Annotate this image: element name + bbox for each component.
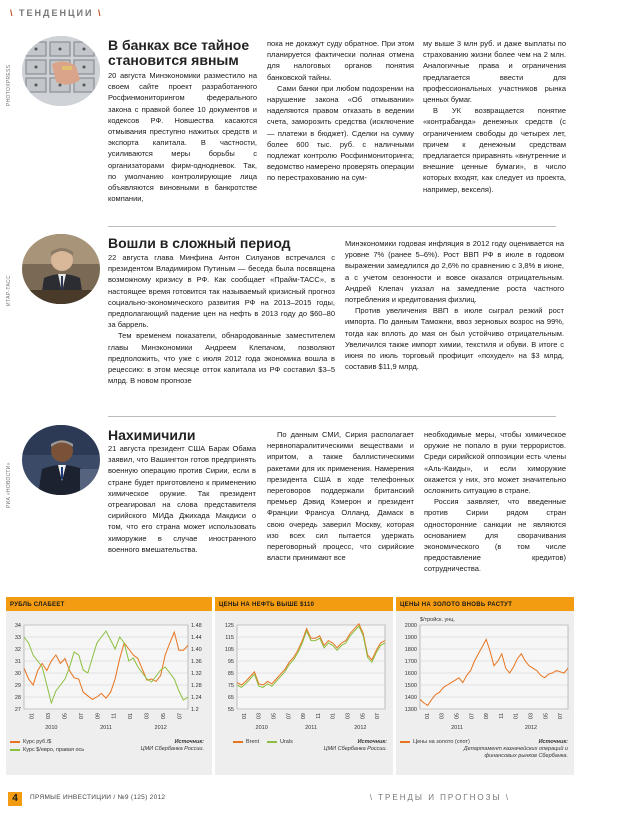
y-tick-label: 105 — [224, 647, 234, 653]
x-tick-label: 05 — [454, 713, 461, 720]
x-year-label: 2012 — [154, 725, 167, 731]
paragraph: Тем временем показатели, обнародованные заместителем главы Минэкономики Андреем Клепачом, позволяют предположить, что уже с июля 2012 года экономика вошла в рецессию: в этом месяце отток капитала из РФ составил $3–5 млрд. В новом прогнозе — [108, 331, 335, 386]
y-tick-label: 1300 — [404, 707, 417, 713]
source-label: Источник: — [174, 739, 204, 745]
paragraph: 21 августа президент США Барак Обама заявил, что Вашингтон готов предпринять военную операцию против Сирии, если в стране будет приготовлено к применению химическое оружие. Так президент отреагировал на слова представителя сирийского МИДа Джихада Макдиси о том, что его страна может использовать химоружие в случае иностранного военного вмешательства. — [108, 444, 256, 554]
paragraph: му выше 3 млн руб. и даже выплаты по страхованию жизни более чем на 2 млн. Аналогичные права и ограничения предлагается ввести для профессиональных участников рынка ценных бумаг. — [423, 39, 566, 105]
x-tick-label: 03 — [144, 713, 151, 720]
y-tick-label: 55 — [227, 707, 234, 713]
x-tick-label: 01 — [330, 713, 337, 720]
x-tick-label: 05 — [543, 713, 550, 720]
article-column-1 — [108, 443, 256, 555]
x-tick-label: 09 — [301, 713, 308, 720]
legend-item — [233, 739, 259, 745]
divider — [108, 226, 556, 227]
chart-title: ЦЕНЫ НА НЕФТЬ ВЫШЕ $110 — [219, 602, 315, 608]
paragraph: 22 августа глава Минфина Антон Силуанов встречался с президентом Владимиром Путиным — беседа была посвящена возможному кризису в РФ. Как сообщает «Прайм-ТАСС», в настоящее время готовится так называемый кризисный прогноз социально-экономического развития РФ на 2013–2015 годы, предполагающий падение цен на нефть в 2013 году до $60–80 за баррель. — [108, 253, 335, 330]
obama-photo — [22, 425, 100, 495]
x-tick-label: 05 — [62, 713, 69, 720]
y-tick-label: 2000 — [404, 623, 417, 629]
safe-deposit-photo — [22, 36, 100, 106]
x-tick-label: 03 — [439, 713, 446, 720]
y-tick-label: 65 — [227, 695, 234, 701]
chart-source — [94, 739, 204, 753]
legend-item — [10, 739, 51, 745]
y-tick-label: 115 — [225, 635, 234, 641]
x-tick-label: 05 — [271, 713, 278, 720]
article-headline: В банках все тайное становится явным — [108, 37, 250, 68]
y-tick-label: 30 — [14, 671, 21, 677]
article-column-3 — [424, 429, 566, 575]
x-tick-label: 07 — [375, 713, 382, 720]
y-tick-label: 1900 — [404, 635, 417, 641]
photo-credit: PHOTOXPRESS — [6, 64, 12, 106]
x-year-label: 2010 — [45, 725, 58, 731]
y-tick-label: 85 — [227, 671, 234, 677]
x-year-label: 2012 — [524, 725, 538, 731]
photo-credit: ИТАР-ТАСС — [6, 275, 12, 306]
x-tick-label: 07 — [558, 713, 565, 720]
x-tick-label: 03 — [345, 713, 352, 720]
x-tick-label: 01 — [241, 713, 248, 720]
y-tick-label: 32 — [14, 647, 21, 653]
x-tick-label: 03 — [46, 713, 53, 720]
chart-plot — [396, 613, 574, 739]
x-tick-label: 11 — [111, 713, 118, 719]
plot-area — [420, 625, 568, 709]
paragraph: Минэкономики годовая инфляция в 2012 году оценивается на уровне 7% (ранее 5–6%). Рост ВВП РФ в июле в годовом выражении замедлился до 2,6% по сравнению с 3,8% в июне, а с учетом сезонности и вовсе оказался отрицательным. Андрей Клепач указал на замедление роста частного потребления и кредитования физлиц. — [345, 239, 564, 305]
rubric-label: \ ТРЕНДЫ И ПРОГНОЗЫ \ — [369, 793, 510, 802]
page-number: 4 — [8, 792, 22, 806]
article-headline: Вошли в сложный период — [108, 235, 291, 251]
paragraph: Россия заявляет, что введенные против Сирии рядом стран односторонние санкции не являются основанием для сворачивания экономического (в том числе предоставление кредитов) сотрудничества. — [424, 497, 566, 574]
siluanov-putin-photo — [22, 234, 100, 304]
chart-oil — [215, 597, 393, 775]
source-text: ЦМИ Сбербанка России. — [140, 746, 204, 752]
magazine-issue: ПРЯМЫЕ ИНВЕСТИЦИИ / №9 (125) 2012 — [30, 794, 166, 801]
x-tick-label: 03 — [528, 713, 535, 720]
article-headline: Нахимичили — [108, 427, 196, 443]
legend-label: Курс $/евро, правая ось — [23, 747, 85, 753]
x-tick-label: 03 — [256, 713, 263, 720]
paragraph: По данным СМИ, Сирия располагает нервнопаралитическими веществами и ипритом, а также баллистическими ракетами для их применения. Намерения президента США в ходе телефонных переговоров поддержали британский премьер Дэвид Кэмерон и президент Франции Франсуа Олланд. Дамаск в свою очередь заверил Москву, которая изо всех сил пытается удержать переговорный процесс, что сирийские власти принимают все — [267, 430, 414, 563]
y-tick-label: 1600 — [404, 671, 417, 677]
chart-source — [438, 739, 568, 760]
y-tick-label: 28 — [14, 695, 21, 701]
chart-source — [287, 739, 387, 753]
x-year-label: 2011 — [100, 725, 112, 731]
y-tick-label: 1700 — [404, 659, 417, 665]
legend-item — [10, 747, 84, 753]
y-tick-label: 34 — [14, 623, 21, 629]
photo-credit: РИА «НОВОСТИ» — [6, 462, 12, 508]
legend-label: Urals — [280, 739, 293, 745]
article-column-2 — [267, 429, 414, 563]
section-slash-left: \ — [10, 8, 15, 18]
x-tick-label: 09 — [484, 713, 491, 720]
y-right-tick-label: 1.2 — [191, 707, 199, 713]
y-right-tick-label: 1.36 — [191, 659, 202, 665]
paragraph: Сами банки при любом подозрении на нарушение закона «Об отмывании» наделяются правом отказать в ведении счета, заморозить средства (исключение — платежи в бюджет). Сделки на сумму более 600 тыс. руб. с наличными подлежат контролю Росфинмониторинга; ведомство намерено проверять операции по перестрахованию на сум- — [267, 83, 414, 183]
x-tick-label: 07 — [177, 713, 184, 720]
article-column-2 — [267, 38, 414, 184]
y-right-tick-label: 1.48 — [191, 623, 202, 629]
legend-label: Цены на золото (спот) — [413, 739, 470, 745]
paragraph: Против увеличения ВВП в июле сыграл резкий рост импорта. По данным Таможни, ввоз зерновых возрос на 99%, тогда как вплоть до мая он был устойчиво отрицательным. Увеличился также импорт химии, текстиля и обуви. В итоге с июня по июль торговый профицит «похудел» на $3 млрд, составив $11,9 млрд. — [345, 306, 564, 372]
x-tick-label: 11 — [498, 713, 505, 719]
y-tick-label: 29 — [14, 683, 21, 689]
x-tick-label: 01 — [424, 713, 431, 720]
article-column-2 — [345, 238, 564, 372]
y-tick-label: 1400 — [404, 695, 417, 701]
section-tag — [10, 8, 103, 18]
x-tick-label: 01 — [128, 713, 135, 720]
y-tick-label: 95 — [227, 659, 234, 665]
article-column-3 — [423, 38, 566, 195]
chart-plot — [6, 613, 212, 739]
x-tick-label: 01 — [513, 713, 520, 720]
page-footer — [0, 790, 630, 810]
y-tick-label: 1800 — [404, 647, 417, 653]
x-tick-label: 01 — [29, 713, 36, 720]
y-tick-label: 27 — [14, 707, 21, 713]
paragraph: необходимые меры, чтобы химическое оружие не попало в руки террористов. Среди сирийской оппозиции есть члены «Аль-Каиды», и если химоружие окажется у них, это может значительно осложнить ситуацию в стране. — [424, 430, 566, 496]
chart-gold — [396, 597, 574, 775]
chart-plot — [215, 613, 393, 739]
x-tick-label: 05 — [160, 713, 167, 720]
x-year-label: 2011 — [305, 725, 317, 731]
x-tick-label: 07 — [469, 713, 476, 720]
y-tick-label: 31 — [14, 659, 21, 665]
y-tick-label: 1500 — [404, 683, 417, 689]
legend-label: Курс руб./$ — [23, 739, 52, 745]
paragraph: пока не докажут суду обратное. При этом планируется фактически полная отмена для налоговых органов понятия банковской тайны. — [267, 39, 414, 82]
paragraph: 20 августа Минэкономики разместило на своем сайте проект разработанного Росфинмониторингом федерального закона с правкой более 10 документов и кодексов РФ. Новшества касаются отмывания преступно нажитых средств и экспорта капитала. В частности, усиливаются меры борьбы с организаторами фирм-однодневок. Так, по умолчанию контролирующие лица объявляются виновными в банкротстве компании, — [108, 71, 257, 204]
y-tick-label: 125 — [224, 623, 234, 629]
x-tick-label: 09 — [95, 713, 102, 720]
y-right-tick-label: 1.24 — [191, 695, 202, 701]
y-right-tick-label: 1.32 — [191, 671, 202, 677]
y-right-tick-label: 1.40 — [191, 647, 202, 653]
divider — [108, 416, 556, 417]
x-year-label: 2010 — [255, 725, 268, 731]
x-tick-label: 11 — [315, 713, 322, 719]
y-tick-label: 75 — [227, 683, 234, 689]
section-slash-right: \ — [97, 8, 103, 18]
x-year-label: 2012 — [354, 725, 367, 731]
section-label: ТЕНДЕНЦИИ — [19, 8, 94, 18]
chart-title: ЦЕНЫ НА ЗОЛОТО ВНОВЬ РАСТУТ — [400, 602, 513, 608]
x-year-label: 2011 — [451, 725, 463, 731]
article-column-1 — [108, 70, 257, 204]
x-tick-label: 07 — [286, 713, 293, 720]
y-right-tick-label: 1.44 — [191, 635, 202, 641]
source-text: Департамент казначейских операций и финансовых рынков Сбербанка. — [463, 746, 568, 759]
y-axis-label: $/тройск. унц. — [420, 617, 455, 623]
legend-label: Brent — [246, 739, 260, 745]
source-label: Источник: — [357, 739, 387, 745]
x-tick-label: 05 — [360, 713, 367, 720]
y-tick-label: 33 — [14, 635, 21, 641]
y-right-tick-label: 1.28 — [191, 683, 202, 689]
x-tick-label: 07 — [78, 713, 85, 720]
source-text: ЦМИ Сбербанка России. — [323, 746, 387, 752]
chart-title: РУБЛЬ СЛАБЕЕТ — [10, 602, 65, 608]
source-label: Источник: — [538, 739, 568, 745]
article-column-1 — [108, 252, 335, 386]
chart-ruble — [6, 597, 212, 775]
paragraph: В УК возвращается понятие «контрабанда» денежных средств (с ограничением свободы до четырех лет, причем к денежным средствам предлагается приравнять «внутренние и внешние ценные бумаги», в число которых входят, как следует из проекта, например, векселя). — [423, 106, 566, 194]
